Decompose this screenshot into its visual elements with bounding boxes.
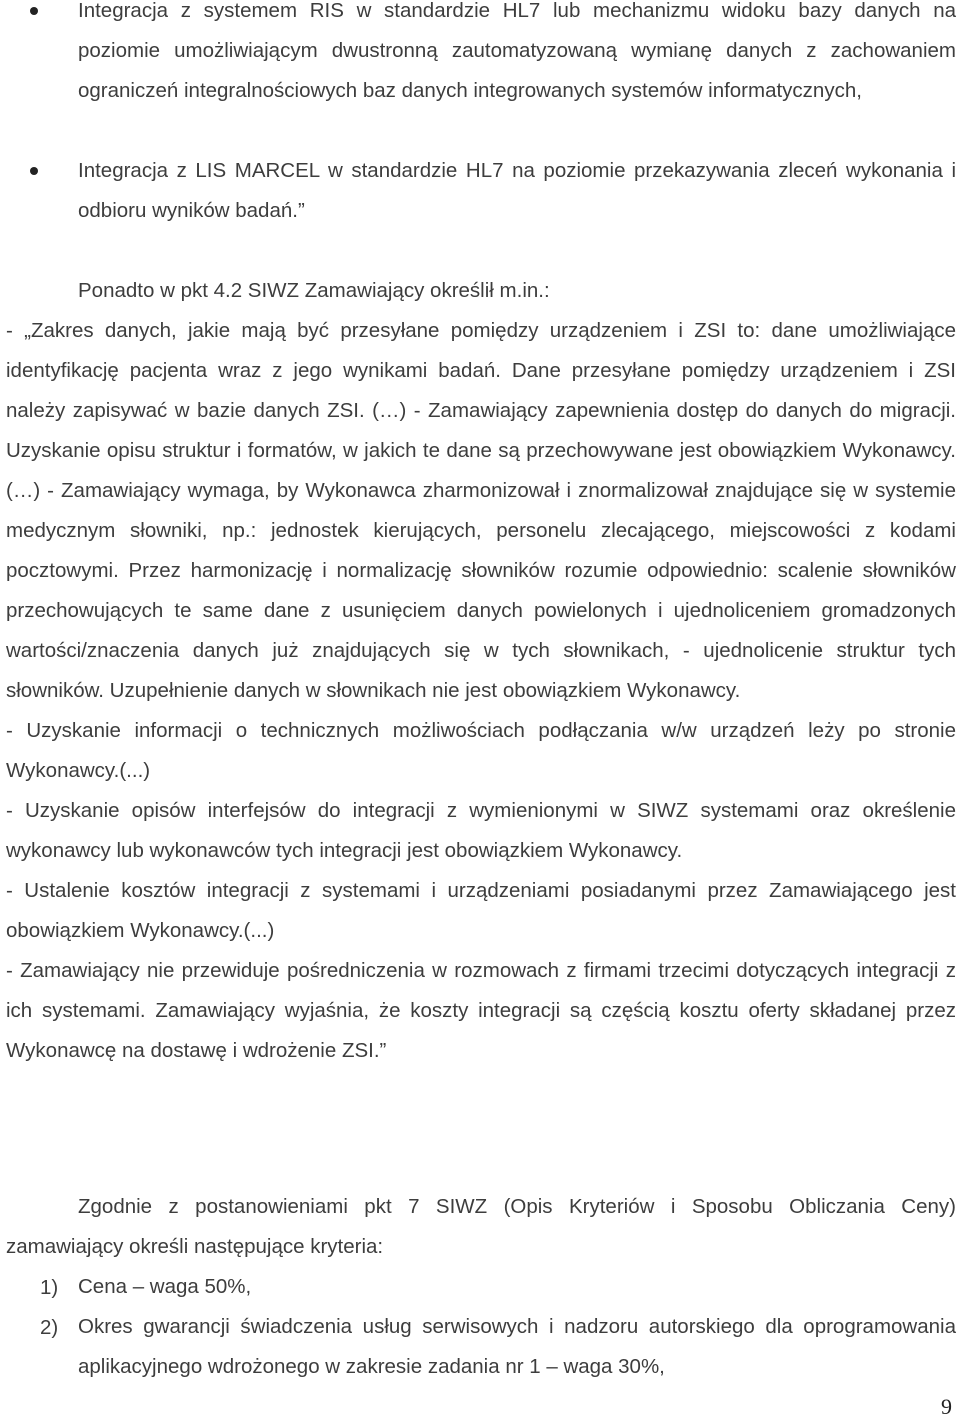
- criteria-intro: Zgodnie z postanowieniami pkt 7 SIWZ (Opis Kryteriów i Sposobu Obliczania Ceny) zamawiający określi następujące kryteria:: [6, 1195, 956, 1258]
- bullet-item-ris: Integracja z systemem RIS w standardzie HL7 lub mechanizmu widoku bazy danych na poziomie umożliwiającym dwustronną zautomatyzowaną wymianę danych z zachowaniem ograniczeń integralnościowych baz danych integrowanych systemów informatycznych,: [78, 0, 956, 102]
- criteria-number-1: 1): [40, 1276, 59, 1299]
- criteria-item-price: Cena – waga 50%,: [78, 1275, 252, 1298]
- requirements-paragraph-2: - Uzyskanie informacji o technicznych możliwościach podłączania w/w urządzeń leży po stronie Wykonawcy.(...): [6, 719, 956, 782]
- requirements-paragraph-3: - Uzyskanie opisów interfejsów do integracji z wymienionymi w SIWZ systemami oraz określenie wykonawcy lub wykonawców tych integracji jest obowiązkiem Wykonawcy.: [6, 799, 956, 862]
- intro-line: Ponadto w pkt 4.2 SIWZ Zamawiający określił m.in.:: [78, 279, 550, 302]
- requirements-paragraph-1: - „Zakres danych, jakie mają być przesyłane pomiędzy urządzeniem i ZSI to: dane umożliwiające identyfikację pacjenta wraz z jego wynikami badań. Dane przesyłane pomiędzy urządzeniem i ZSI należy zapisywać w bazie danych ZSI. (…) - Zamawiający zapewnienia dostęp do danych do migracji. Uzyskanie opisu struktur i formatów, w jakich te dane są przechowywane jest obowiązkiem Wykonawcy. (…) - Zamawiający wymaga, by Wykonawca zharmonizował i znormalizował znajdujące się w systemie medycznym słowniki, np.: jednostek kierujących, personelu zlecającego, miejscowości z kodami pocztowymi. Przez harmonizację i normalizację słowników rozumie odpowiednio: scalenie słowników przechowujących te same dane z usunięciem danych powielonych i ujednoliceniem gromadzonych wartości/znaczenia danych już znajdujących się w tych słownikach, - ujednolicenie struktur tych słowników. Uzupełnienie danych w słownikach nie jest obowiązkiem Wykonawcy.: [6, 319, 956, 702]
- criteria-item-warranty: Okres gwarancji świadczenia usług serwisowych i nadzoru autorskiego dla oprogramowania aplikacyjnego wdrożonego w zakresie zadania nr 1 – waga 30%,: [78, 1315, 956, 1378]
- requirements-block: [6, 311, 956, 1071]
- page-number: 9: [941, 1394, 952, 1419]
- bullet-item-lis: Integracja z LIS MARCEL w standardzie HL7 na poziomie przekazywania zleceń wykonania i odbioru wyników badań.”: [78, 159, 956, 222]
- criteria-number-2: 2): [40, 1316, 59, 1339]
- bullet-icon: [30, 7, 38, 15]
- requirements-paragraph-5: - Zamawiający nie przewiduje pośredniczenia w rozmowach z firmami trzecimi dotyczących integracji z ich systemami. Zamawiający wyjaśnia, że koszty integracji są częścią kosztu oferty składanej przez Wykonawcę na dostawę i wdrożenie ZSI.”: [6, 959, 956, 1062]
- bullet-icon: [30, 167, 38, 175]
- requirements-paragraph-4: - Ustalenie kosztów integracji z systemami i urządzeniami posiadanymi przez Zamawiającego jest obowiązkiem Wykonawcy.(...): [6, 879, 956, 942]
